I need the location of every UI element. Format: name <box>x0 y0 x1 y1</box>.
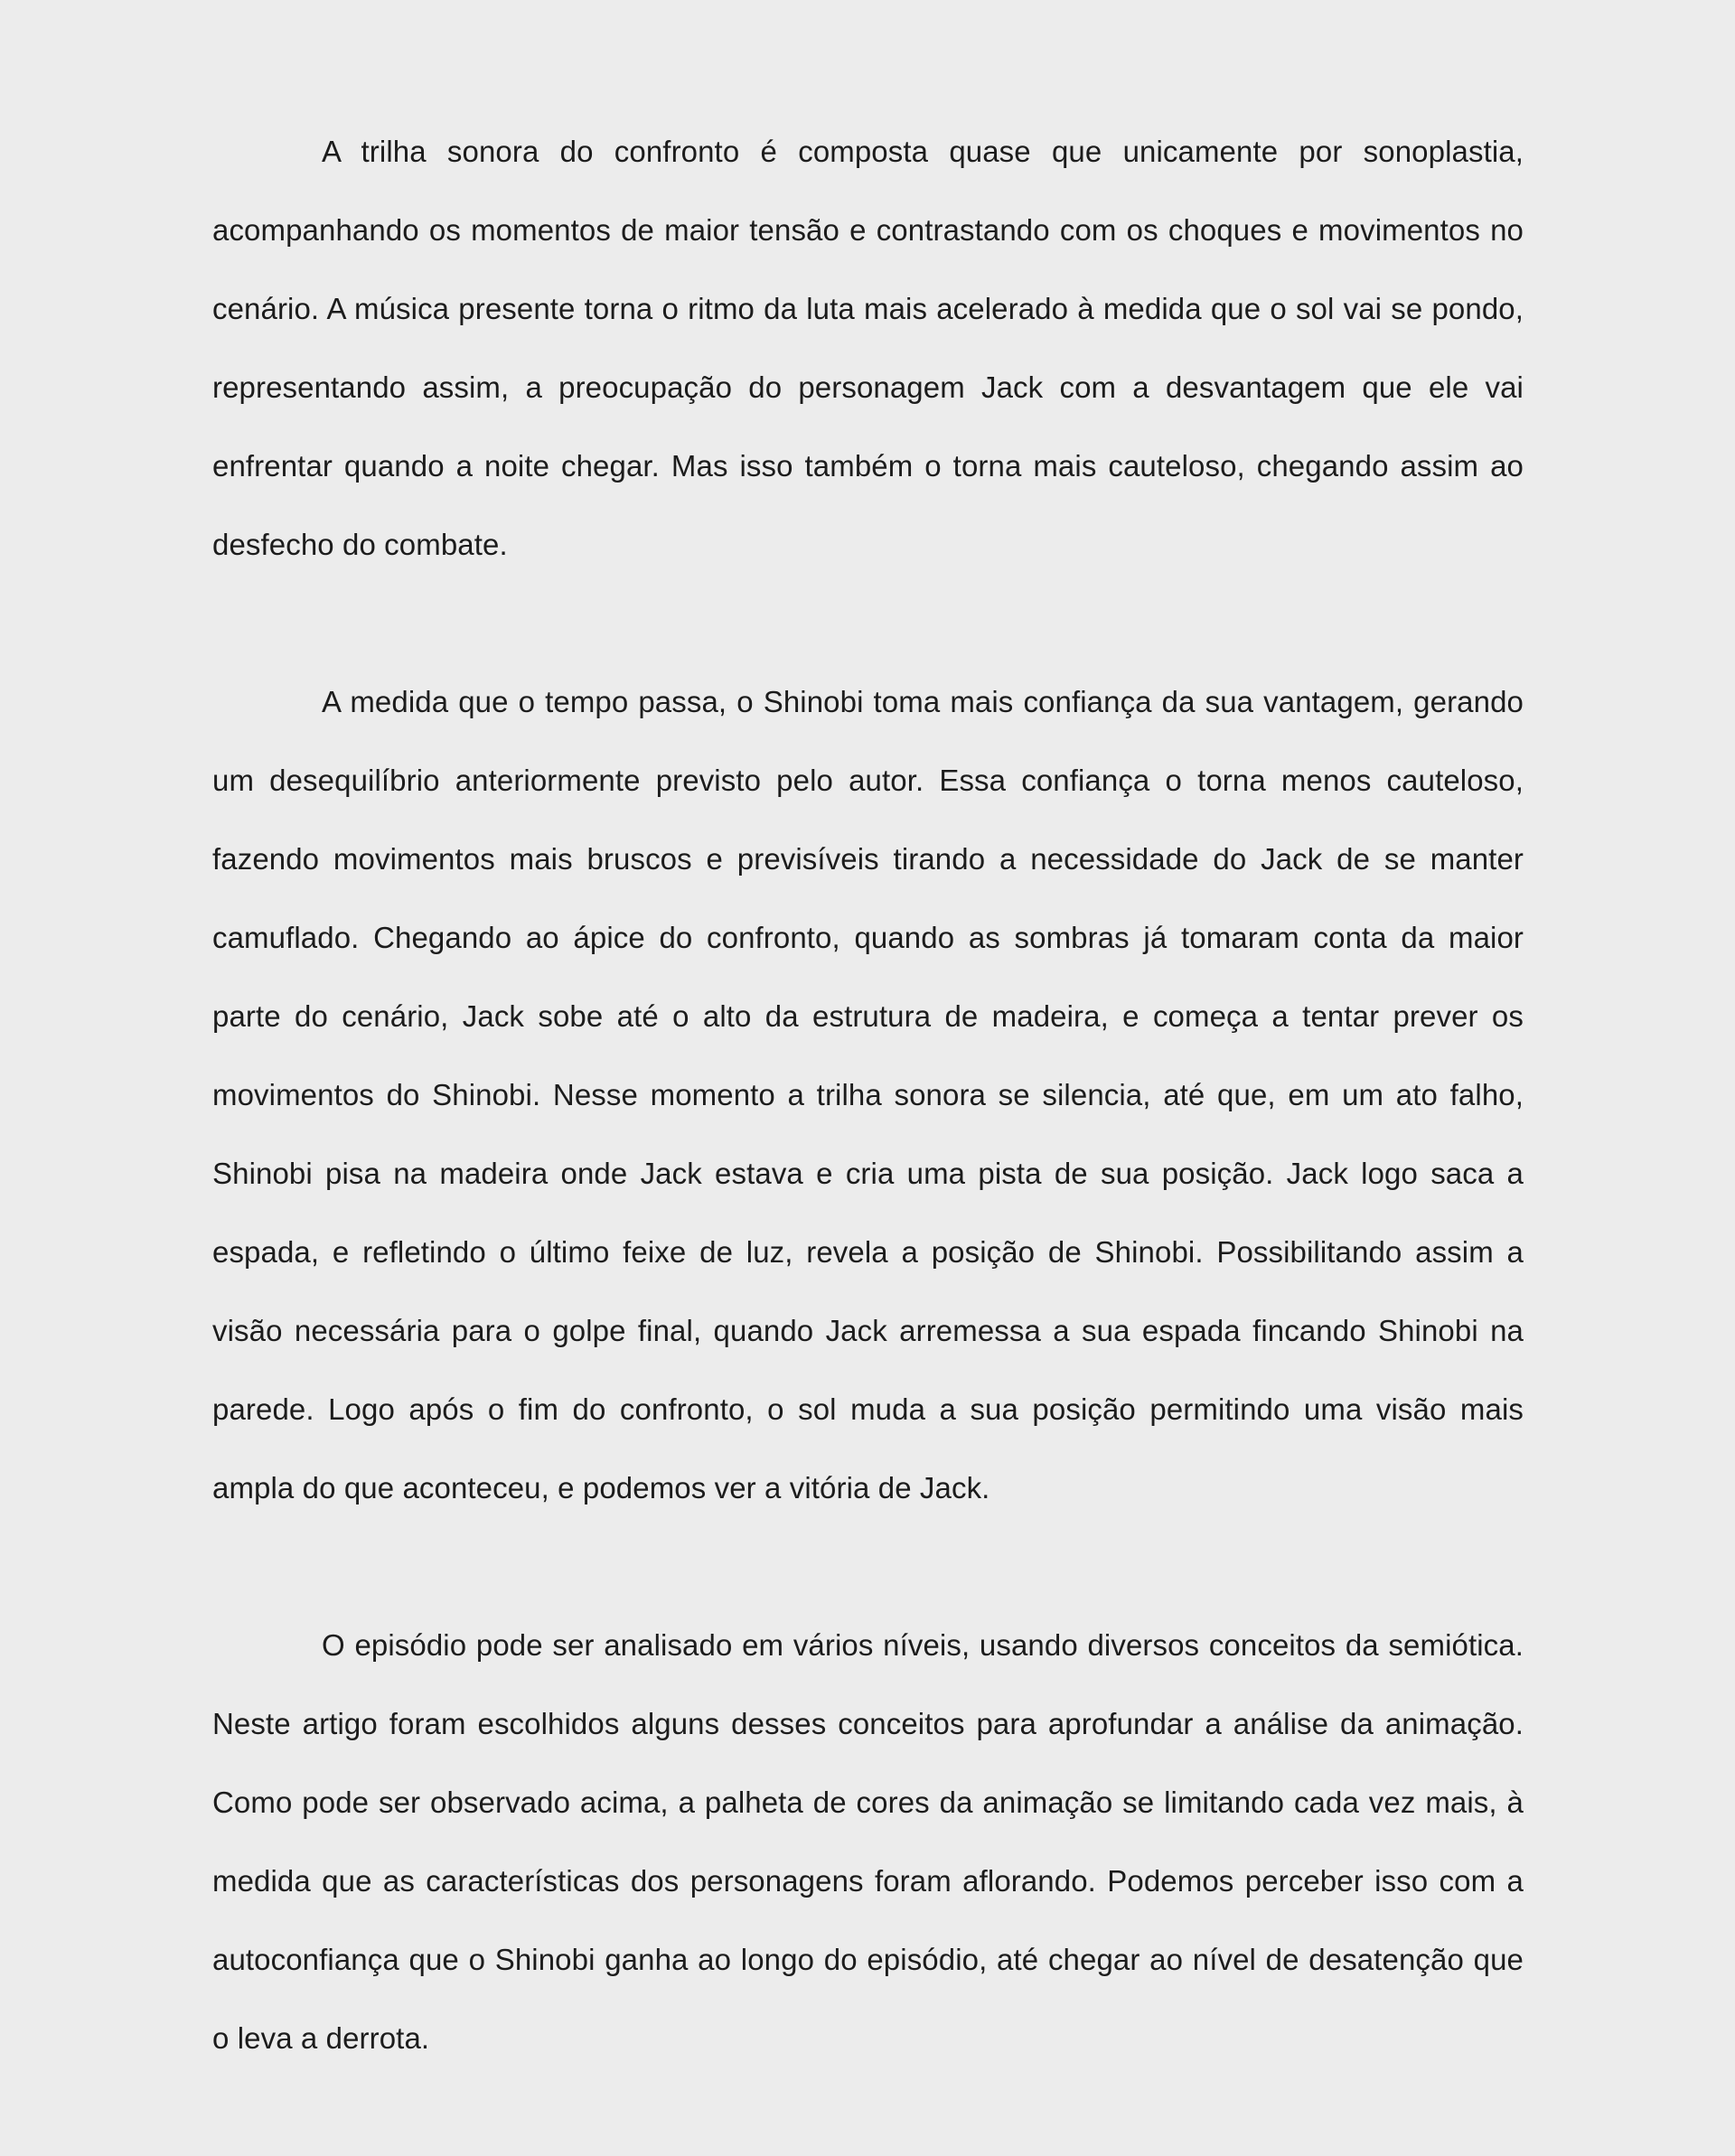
paragraph-semiotics: O episódio pode ser analisado em vários níveis, usando diversos conceitos da semiótica. Neste artigo foram escolhidos alguns desses conceitos para aprofundar a análise da animação. Como pode ser observado acima, a palheta de cores da animação se limitando cada vez mais, à medida que as características dos personagens foram aflorando. Podemos perceber isso com a autoconfiança que o Shinobi ganha ao longo do episódio, até chegar ao nível de desatenção que o leva a derrota. <box>212 1628 1524 2055</box>
paragraph-confrontation: A medida que o tempo passa, o Shinobi toma mais confiança da sua vantagem, gerando um desequilíbrio anteriormente previsto pelo autor. Essa confiança o torna menos cauteloso, fazendo movimentos mais bruscos e previsíveis tirando a necessidade do Jack de se manter camuflado. Chegando ao ápice do confronto, quando as sombras já tomaram conta da maior parte do cenário, Jack sobe até o alto da estrutura de madeira, e começa a tentar prever os movimentos do Shinobi. Nesse momento a trilha sonora se silencia, até que, em um ato falho, Shinobi pisa na madeira onde Jack estava e cria uma pista de sua posição. Jack logo saca a espada, e refletindo o último feixe de luz, revela a posição de Shinobi. Possibilitando assim a visão necessária para o golpe final, quando Jack arremessa a sua espada fincando Shinobi na parede. Logo após o fim do confronto, o sol muda a sua posição permitindo uma visão mais ampla do que aconteceu, e podemos ver a vitória de Jack. <box>212 685 1524 1505</box>
paragraph-soundtrack: A trilha sonora do confronto é composta quase que unicamente por sonoplastia, acompanhando os momentos de maior tensão e contrastando com os choques e movimentos no cenário. A música presente torna o ritmo da luta mais acelerado à medida que o sol vai se pondo, representando assim, a preocupação do personagem Jack com a desvantagem que ele vai enfrentar quando a noite chegar. Mas isso também o torna mais cauteloso, chegando assim ao desfecho do combate. <box>212 135 1524 561</box>
document-body <box>212 112 1524 2077</box>
